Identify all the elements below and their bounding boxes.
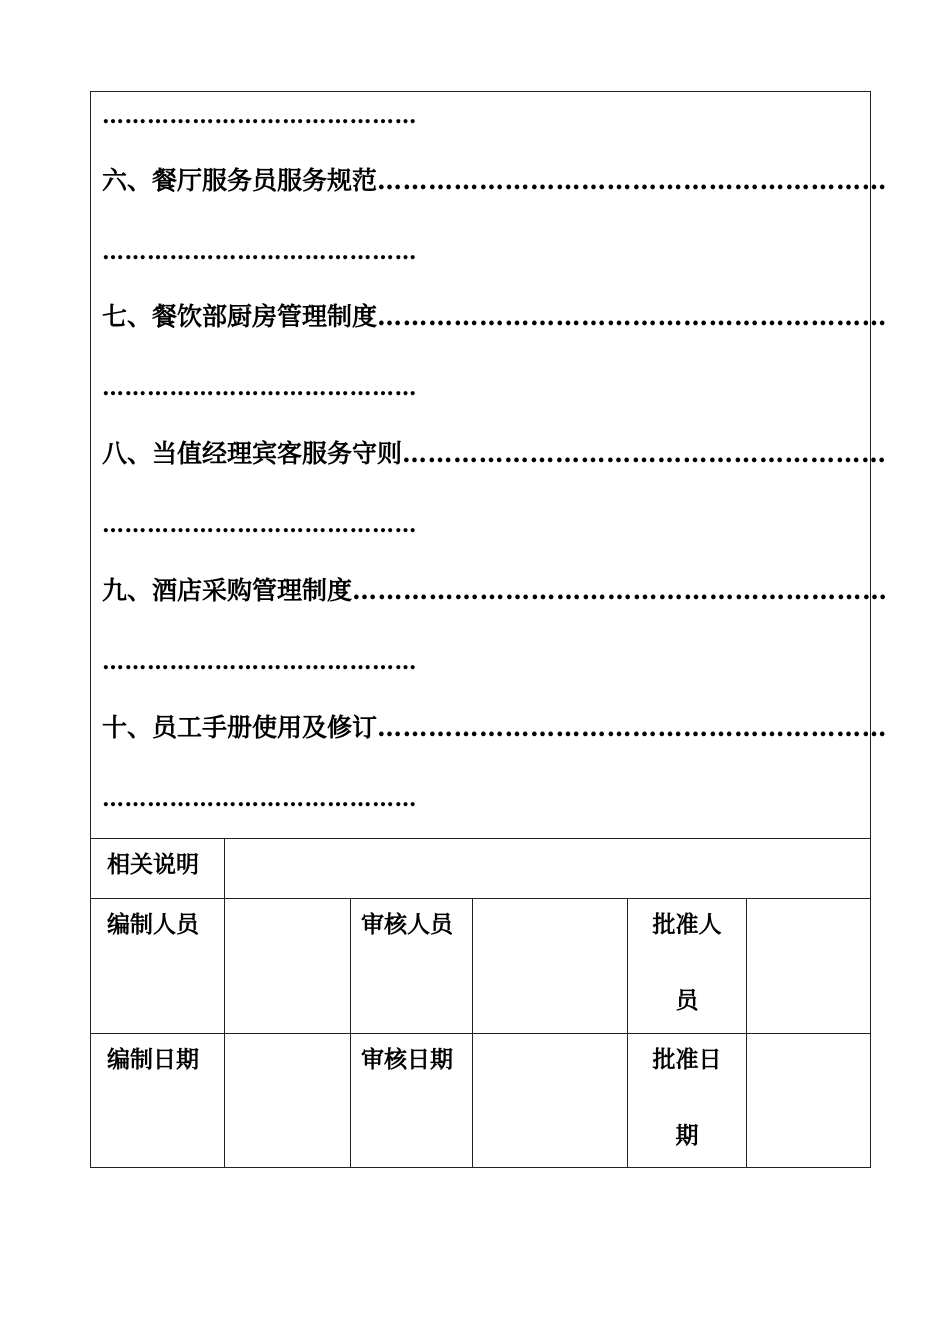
table-rule bbox=[350, 898, 351, 1167]
toc-entry-title: 十、员工手册使用及修订 bbox=[102, 713, 378, 742]
toc-entry-dots: ………………………………………………… bbox=[402, 439, 887, 468]
table-rule bbox=[472, 898, 473, 1167]
approve-date-value[interactable] bbox=[753, 1039, 863, 1161]
approver-label-line2: 员 bbox=[675, 987, 699, 1014]
compile-date-value[interactable] bbox=[231, 1039, 343, 1161]
toc-entry-8[interactable] bbox=[102, 439, 887, 469]
compile-date-label: 编制日期 bbox=[107, 1046, 199, 1073]
table-rule bbox=[91, 1033, 870, 1034]
table-rule bbox=[224, 838, 225, 1167]
toc-entry-continuation: …………………………………… bbox=[102, 786, 417, 812]
approval-table bbox=[91, 838, 870, 1167]
approver-label-line1: 批准人 bbox=[652, 911, 722, 938]
toc-entry-title: 九、酒店采购管理制度 bbox=[102, 576, 353, 605]
review-date-value[interactable] bbox=[479, 1039, 621, 1161]
document-frame bbox=[90, 91, 888, 1168]
toc-entry-continuation: …………………………………… bbox=[102, 649, 417, 675]
toc-entry-dots: …………………………………………………… bbox=[377, 713, 888, 742]
table-rule bbox=[746, 898, 747, 1167]
reviewer-label: 审核人员 bbox=[361, 911, 453, 938]
toc-entry-continuation: …………………………………… bbox=[102, 239, 417, 265]
related-notes-label: 相关说明 bbox=[107, 851, 199, 878]
approver-value[interactable] bbox=[753, 904, 863, 1026]
table-rule bbox=[91, 838, 870, 839]
reviewer-value[interactable] bbox=[479, 904, 621, 1026]
toc-entry-6[interactable] bbox=[102, 166, 887, 196]
approve-date-label-line1: 批准日 bbox=[652, 1046, 722, 1073]
compiler-value[interactable] bbox=[231, 904, 343, 1026]
toc-entry-dots: ……………………………………………………… bbox=[352, 576, 888, 605]
toc-entry-10[interactable] bbox=[102, 713, 887, 743]
toc-entry-dots: …………………………………………………… bbox=[377, 166, 888, 195]
approver-label bbox=[628, 910, 746, 1016]
approve-date-label bbox=[628, 1045, 746, 1151]
toc-entry-dots: …………………………………………………… bbox=[377, 302, 888, 331]
toc-lead-dots: …………………………………… bbox=[102, 103, 417, 129]
toc-entry-continuation: …………………………………… bbox=[102, 375, 417, 401]
approve-date-label-line2: 期 bbox=[675, 1122, 699, 1149]
table-of-contents bbox=[91, 92, 888, 838]
toc-entry-7[interactable] bbox=[102, 302, 887, 332]
toc-entry-title: 六、餐厅服务员服务规范 bbox=[102, 166, 378, 195]
table-rule bbox=[91, 898, 870, 899]
review-date-label: 审核日期 bbox=[361, 1046, 453, 1073]
toc-entry-title: 八、当值经理宾客服务守则 bbox=[102, 439, 403, 468]
compiler-label: 编制人员 bbox=[107, 911, 199, 938]
toc-entry-title: 七、餐饮部厨房管理制度 bbox=[102, 302, 378, 331]
related-notes-value[interactable] bbox=[231, 844, 861, 892]
toc-entry-9[interactable] bbox=[102, 576, 888, 606]
toc-entry-continuation: …………………………………… bbox=[102, 512, 417, 538]
